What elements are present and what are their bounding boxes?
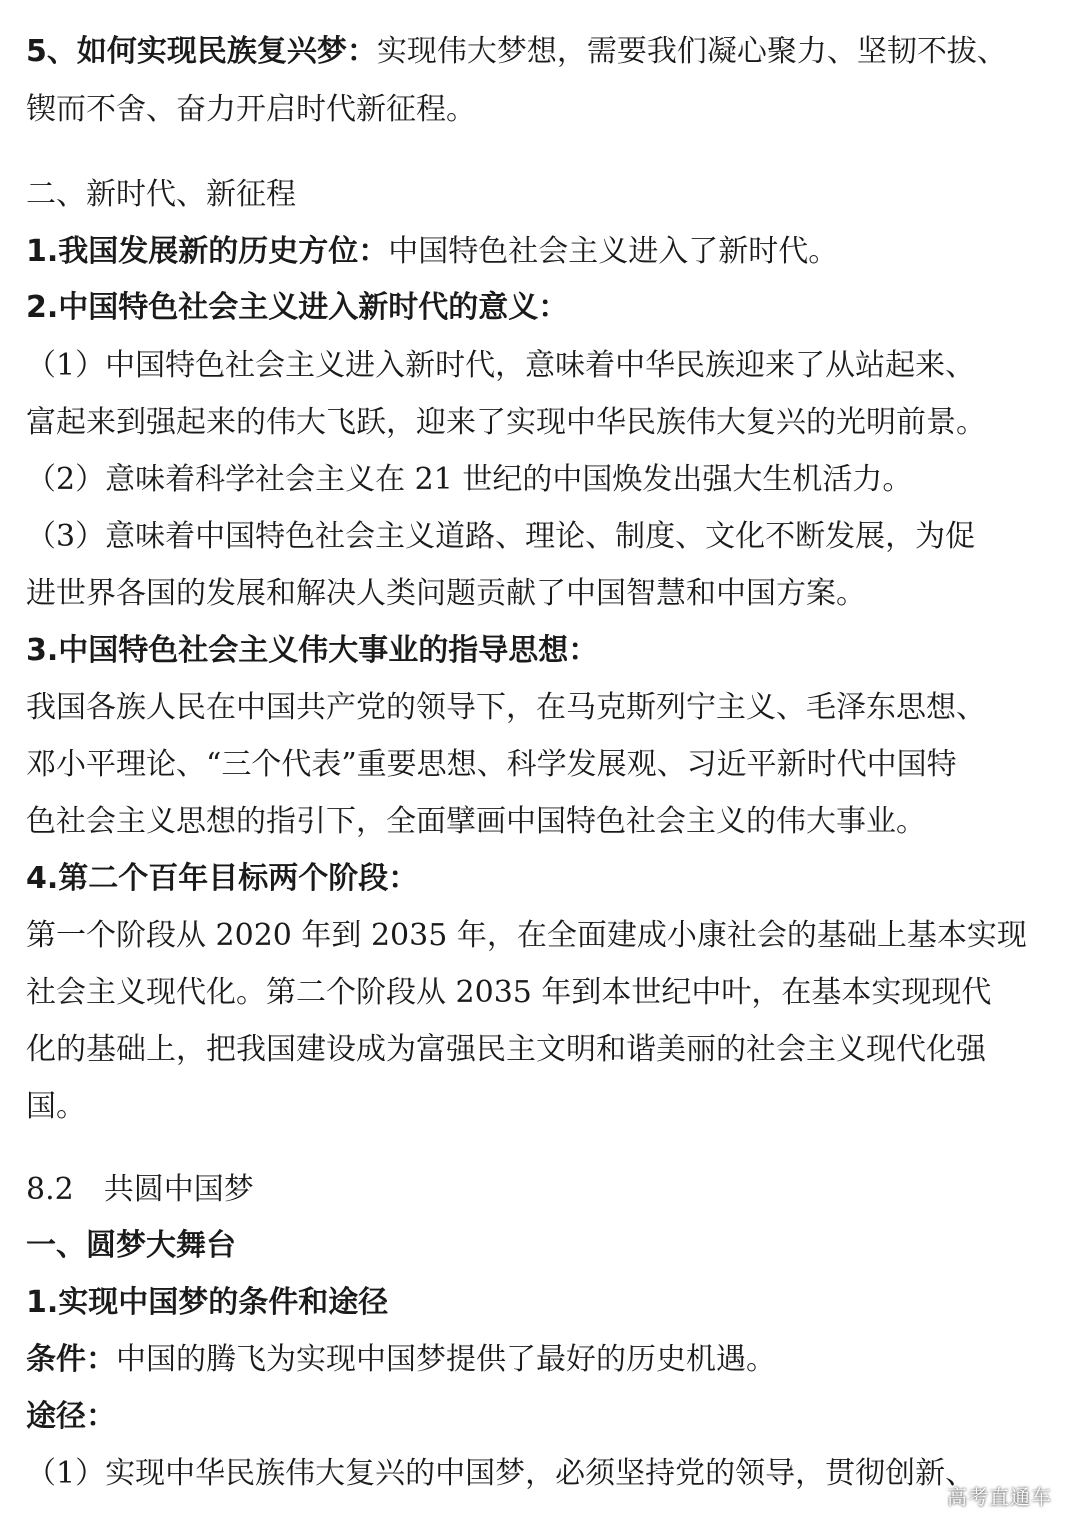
- item-2-point-1-line-2: 富起来到强起来的伟大飞跃，迎来了实现中华民族伟大复兴的光明前景。: [26, 405, 986, 440]
- section-5-text: 实现伟大梦想，需要我们凝心聚力、坚韧不拔、: [376, 34, 1007, 69]
- item-1-text: 中国特色社会主义进入了新时代。: [388, 234, 839, 269]
- item-2-point-1-line-1: （1）中国特色社会主义进入新时代，意味着中华民族迎来了从站起来、: [26, 348, 976, 383]
- condition-label: 条件：: [26, 1342, 116, 1377]
- item-2-point-3-line-2: 进世界各国的发展和解决人类问题贡献了中国智慧和中国方案。: [26, 576, 866, 611]
- item-3-line-2: 邓小平理论、“三个代表”重要思想、科学发展观、习近平新时代中国特: [26, 747, 957, 782]
- item-4-label: 4.第二个百年目标两个阶段：: [26, 861, 419, 896]
- item-2-point-2: （2）意味着科学社会主义在 21 世纪的中国焕发出强大生机活力。: [26, 462, 913, 497]
- sub-item-1-label: 1.实现中国梦的条件和途径: [26, 1285, 389, 1320]
- item-4-line-3: 化的基础上，把我国建设成为富强民主文明和谐美丽的社会主义现代化强: [26, 1032, 986, 1067]
- section-5-line-1: [26, 32, 1007, 72]
- item-1-line: [26, 232, 838, 272]
- condition-line: [26, 1340, 776, 1380]
- section-8-2-title: 8.2 共圆中国梦: [26, 1172, 254, 1207]
- path-point-1: （1）实现中华民族伟大复兴的中国梦，必须坚持党的领导，贯彻创新、: [26, 1456, 976, 1491]
- watermark: 高考直通车: [947, 1485, 1052, 1509]
- item-3-line-3: 色社会主义思想的指引下，全面擘画中国特色社会主义的伟大事业。: [26, 804, 926, 839]
- subsection-heading: 一、圆梦大舞台: [26, 1228, 236, 1263]
- item-4-line-1: 第一个阶段从 2020 年到 2035 年，在全面建成小康社会的基础上基本实现: [26, 918, 1027, 953]
- section-5-label: 5、如何实现民族复兴梦：: [26, 34, 377, 69]
- section-5-line-2: 锲而不舍、奋力开启时代新征程。: [26, 92, 476, 127]
- item-2-label: 2.中国特色社会主义进入新时代的意义：: [26, 290, 569, 325]
- item-4-line-2: 社会主义现代化。第二个阶段从 2035 年到本世纪中叶，在基本实现现代: [26, 975, 992, 1010]
- item-3-line-1: 我国各族人民在中国共产党的领导下，在马克斯列宁主义、毛泽东思想、: [26, 690, 986, 725]
- section-8-2-heading: [26, 1170, 254, 1210]
- item-2-point-3-line-1: （3）意味着中国特色社会主义道路、理论、制度、文化不断发展，为促: [26, 519, 976, 554]
- item-3-label: 3.中国特色社会主义伟大事业的指导思想：: [26, 633, 599, 668]
- path-label: 途径：: [26, 1399, 116, 1434]
- part-2-heading: 二、新时代、新征程: [26, 177, 296, 212]
- condition-text: 中国的腾飞为实现中国梦提供了最好的历史机遇。: [116, 1342, 776, 1377]
- item-4-line-4: 国。: [26, 1089, 86, 1124]
- item-1-label: 1.我国发展新的历史方位：: [26, 234, 389, 269]
